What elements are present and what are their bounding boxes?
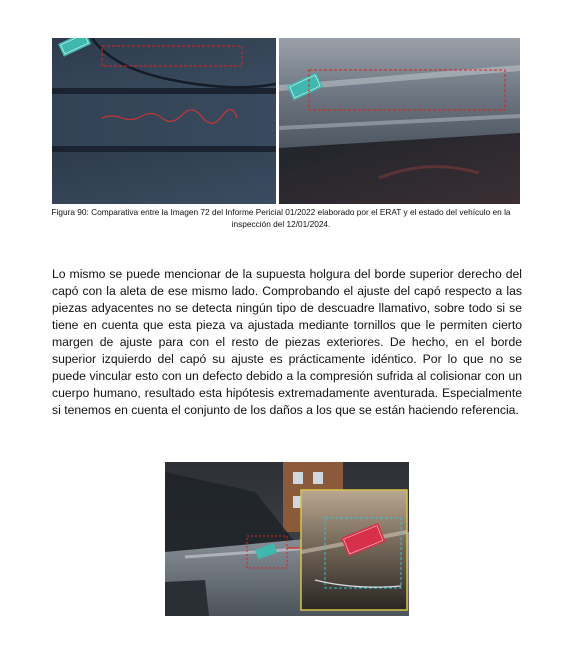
photo-erat-report: [52, 38, 276, 204]
body-paragraph: Lo mismo se puede mencionar de la supuesta holgura del borde superior derecho del capó con la aleta de ese mismo lado. Comprobando el ajuste del capó respecto a las piezas adyacentes no se detecta ningún tipo de descuadre llamativo, sobre todo si se tiene en cuenta que esta pieza va ajustada mediante tornillos que le permiten cierto margen de ajuste para con el resto de piezas exteriores. De hecho, en el borde superior izquierdo del capó su ajuste es prácticamente idéntico. Por lo que no se puede vincular esto con un defecto debido a la compresión sufrida al colisionar con un cuerpo humano, resultado esta hipótesis extremadamente aventurada. Especialmente si tenemos en cuenta el conjunto de los daños a los que se están haciendo referencia.: [52, 267, 522, 417]
photo-inspection-2024: [279, 38, 520, 204]
detail-inset: [301, 490, 407, 610]
figure-caption: Figura 90: Comparativa entre la Imagen 72 del Informe Pericial 01/2022 elaborado por el ERAT y el estado del vehículo en la inspección del 12/01/2024.: [51, 207, 511, 229]
photo-vehicle-front: [165, 462, 409, 616]
